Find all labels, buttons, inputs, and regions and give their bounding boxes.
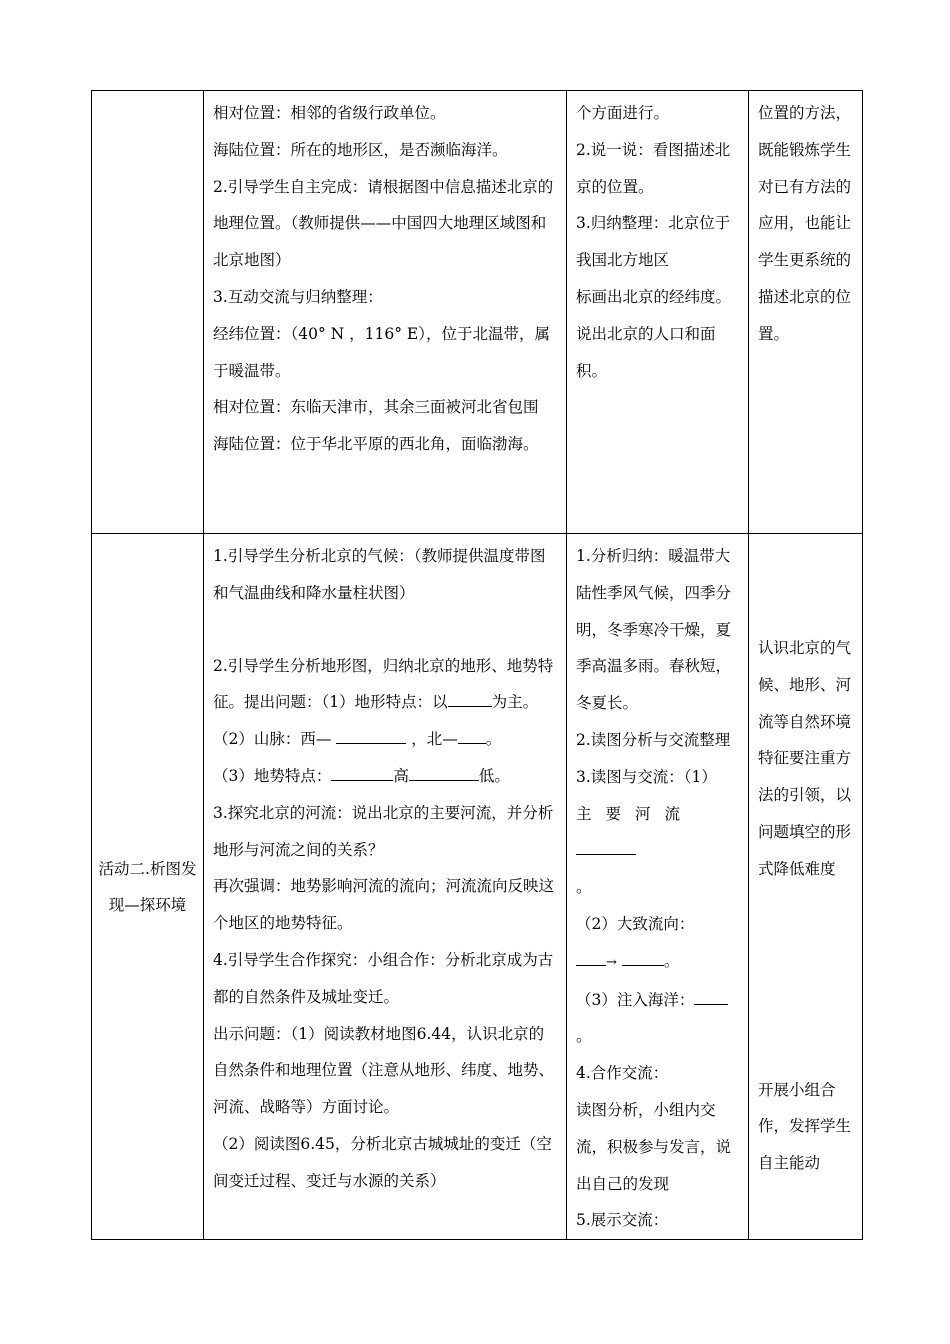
- student-text: 。: [576, 878, 592, 897]
- fill-blank: [694, 987, 728, 1004]
- teacher-line: 2.引导学生自主完成：请根据图中信息描述北京的地理位置。（教师提供——中国四大地理区域图和北京地图）: [213, 177, 554, 270]
- teacher-line: （2）阅读图6.45，分析北京古城城址的变迁（空间变迁过程、变迁与水源的关系）: [213, 1134, 552, 1190]
- teacher-line: 3.探究北京的河流：说出北京的主要河流，并分析地形与河流之间的关系？: [213, 803, 554, 859]
- teacher-text: 。: [485, 730, 502, 749]
- table-row: [92, 534, 863, 1240]
- teacher-line: 出示问题：（1）阅读教材地图6.44，认识北京的自然条件和地理位置（注意从地形、纬度、地势、河流、战略等）方面讨论。: [213, 1024, 555, 1117]
- fill-blank: [458, 727, 486, 744]
- arrow-icon: →: [606, 954, 617, 970]
- student-line: 1.分析归纳：暖温带大陆性季风气候，四季分明，冬季寒冷干燥，夏季高温多雨。春秋短，冬夏长。: [576, 547, 732, 713]
- student-text: （3）注入海洋：: [576, 990, 695, 1009]
- teacher-line: 经纬位置：（40° N ，116° E），位于北温带，属于暖温带。: [213, 324, 550, 380]
- student-line: 个方面进行。: [576, 104, 670, 122]
- student-line: 2.说一说：看图描述北京的位置。: [576, 140, 731, 196]
- teacher-text: 高: [393, 766, 409, 785]
- intent-text: 位置的方法，既能锻炼学生对已有方法的应用，也能让学生更系统的描述北京的位置。: [758, 104, 852, 343]
- design-intent-cell: [749, 91, 863, 534]
- teacher-line: 再次强调：地势影响河流的流向；河流流向反映这个地区的地势特征。: [213, 877, 555, 933]
- table-row: [92, 91, 863, 534]
- student-line: （2）大致流向：: [576, 914, 695, 933]
- fill-blank: [448, 690, 492, 707]
- teacher-line: 海陆位置：位于华北平原的西北角，面临渤海。: [213, 435, 539, 454]
- student-line: 说出北京的人口和面积。: [576, 324, 716, 380]
- teacher-text: 低。: [478, 766, 510, 785]
- teacher-line: 相对位置：相邻的省级行政单位。: [213, 104, 446, 122]
- intent-text: 开展小组合作，发挥学生自主能动: [758, 1080, 852, 1173]
- fill-blank: [331, 764, 393, 781]
- student-line: [576, 943, 740, 982]
- student-text: 。: [663, 951, 680, 970]
- student-activity-cell: [567, 534, 749, 1240]
- teacher-line: 1.引导学生分析北京的气候：（教师提供温度带图和气温曲线和降水量柱状图）: [213, 547, 546, 602]
- student-line: 标画出北京的经纬度。: [576, 287, 732, 306]
- student-line: 4.合作交流：: [576, 1064, 669, 1083]
- student-line: 2.读图分析与交流整理: [576, 730, 731, 749]
- student-text: 。: [576, 1027, 592, 1046]
- fill-blank: [576, 949, 606, 966]
- teacher-line: 3.互动交流与归纳整理：: [213, 287, 383, 306]
- activity-title-cell: [92, 534, 204, 1240]
- student-line: 3.读图与交流：（1）: [576, 767, 717, 786]
- teacher-activity-cell: [204, 91, 567, 534]
- design-intent-cell: [749, 534, 863, 1240]
- student-line-label: 3.归纳整理：: [576, 214, 669, 233]
- teacher-text: 2.引导学生分析地形图，归纳北京的地形、地势特征。提出问题：（1）地形特点：以: [213, 656, 554, 712]
- student-activity-cell: [567, 91, 749, 534]
- fill-blank: [576, 838, 636, 855]
- fill-blank: [336, 727, 406, 744]
- teacher-text: 为主。（2）山脉：西—: [213, 693, 539, 749]
- student-line: 读图分析，小组内交流，积极参与发言，说出自己的发现: [576, 1100, 732, 1193]
- student-line: [576, 982, 740, 1056]
- teacher-line: 4.引导学生合作探究：小组合作：分析北京成为古都的自然条件及城址变迁。: [213, 950, 554, 1006]
- teacher-line: [213, 648, 558, 758]
- intent-text: 认识北京的气候、地形、河流等自然环境特征要注重方法的引领，以问题填空的形式降低难度: [758, 639, 852, 878]
- activity-cell-empty: [92, 91, 204, 534]
- lesson-plan-table: [91, 90, 863, 1240]
- fill-blank: [622, 949, 664, 966]
- teacher-line: 相对位置：东临天津市，其余三面被河北省包围: [213, 398, 539, 417]
- teacher-line: 海陆位置：所在的地形区，是否濒临海洋。: [213, 140, 508, 159]
- student-line: [576, 796, 740, 906]
- student-text: 主要河流: [576, 804, 695, 823]
- student-line-bold: 北京位于我国北方地区: [576, 214, 731, 270]
- activity-title: 活动二.析图发现—探环境: [98, 859, 197, 914]
- teacher-text: （3）地势特点：: [213, 766, 332, 785]
- fill-blank: [409, 764, 479, 781]
- teacher-text: ，北—: [411, 730, 458, 749]
- student-line: [576, 205, 740, 279]
- teacher-line: [213, 758, 558, 795]
- teacher-activity-cell: [204, 534, 567, 1240]
- student-line: 5.展示交流：: [576, 1211, 669, 1230]
